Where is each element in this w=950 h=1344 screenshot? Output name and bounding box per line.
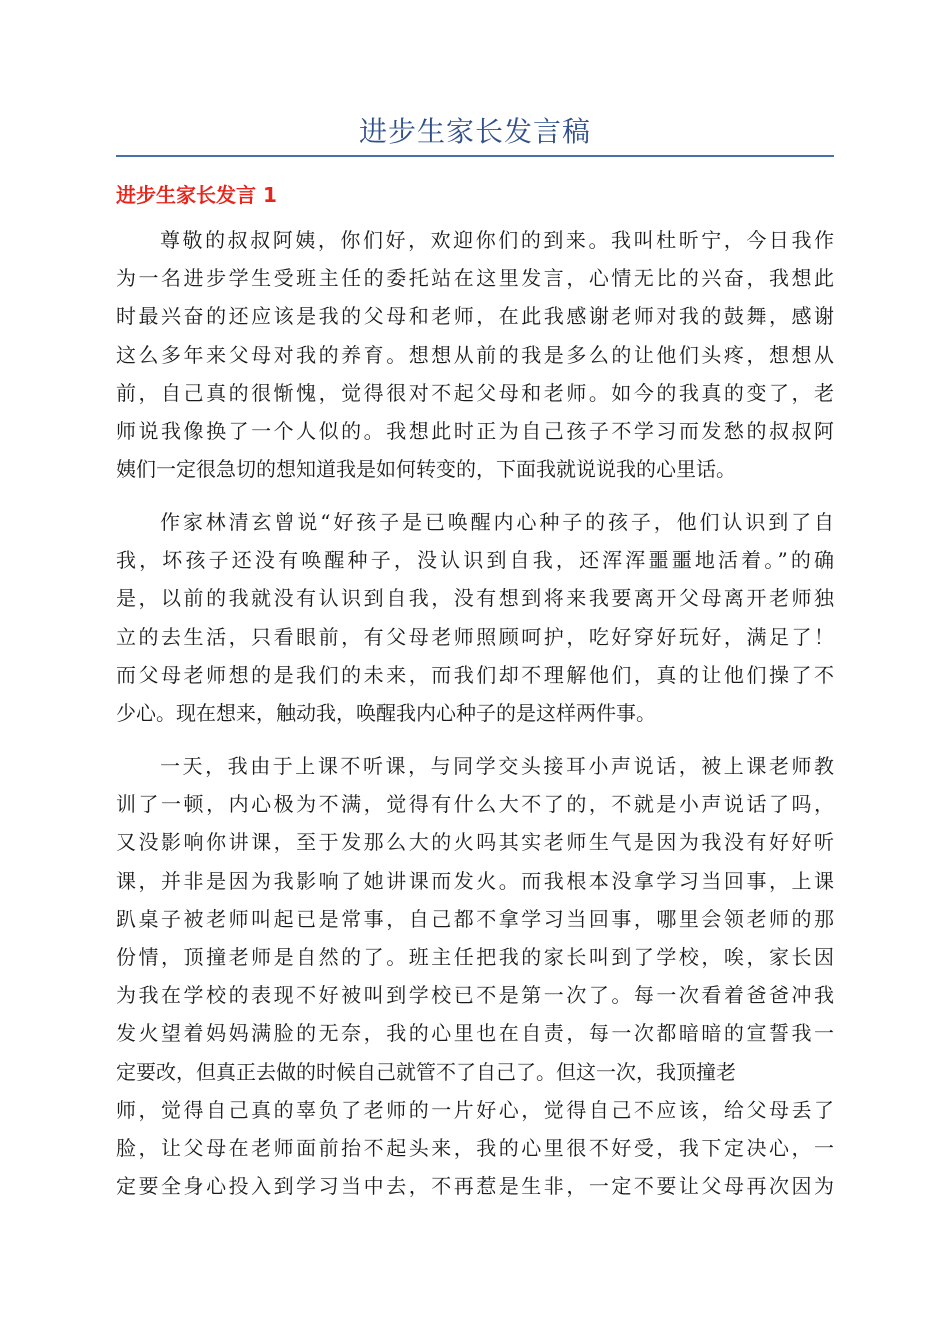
- paragraph-line: 定要改，但真正去做的时候自己就管不了自己了。但这一次，我顶撞老: [116, 1059, 736, 1084]
- paragraph-line: 时最兴奋的还应该是我的父母和老师，在此我感谢老师对我的鼓舞，感谢: [116, 304, 834, 329]
- paragraph-line: 又没影响你讲课，至于发那么大的火吗其实老师生气是因为我没有好好听: [116, 830, 834, 855]
- paragraph-line: 立的去生活，只看眼前，有父母老师照顾呵护，吃好穿好玩好，满足了！: [116, 624, 834, 649]
- paragraph-line: 定要全身心投入到学习当中去，不再惹是生非，一定不要让父母再次因为: [116, 1174, 834, 1199]
- paragraph-line: 师，觉得自己真的辜负了老师的一片好心，觉得自己不应该，给父母丢了: [116, 1097, 834, 1122]
- paragraph-line: 我，坏孩子还没有唤醒种子，没认识到自我，还浑浑噩噩地活着。”的确: [116, 548, 834, 573]
- paragraph-line: 师说我像换了一个人似的。我想此时正为自己孩子不学习而发愁的叔叔阿: [116, 419, 834, 444]
- title-underline: [116, 155, 834, 157]
- paragraph-line: 份情，顶撞老师是自然的了。班主任把我的家长叫到了学校，唉，家长因: [116, 945, 834, 970]
- paragraph-line: 作家林清玄曾说“好孩子是已唤醒内心种子的孩子，他们认识到了自: [160, 510, 834, 534]
- paragraph-line: 尊敬的叔叔阿姨，你们好，欢迎你们的到来。我叫杜昕宁，今日我作: [160, 228, 834, 252]
- document-title: 进步生家长发言稿: [358, 115, 591, 148]
- paragraph-line: 一天，我由于上课不听课，与同学交头接耳小声说话，被上课老师教: [160, 754, 834, 778]
- paragraph-line: 脸，让父母在老师面前抬不起头来，我的心里很不好受，我下定决心，一: [116, 1136, 834, 1161]
- paragraph-line: 姨们一定很急切的想知道我是如何转变的，下面我就说说我的心里话。: [116, 457, 736, 482]
- section-heading: 进步生家长发言 1: [116, 183, 277, 207]
- paragraph-line: 趴桌子被老师叫起已是常事，自己都不拿学习当回事，哪里会领老师的那: [116, 906, 834, 931]
- paragraph-line: 前，自己真的很惭愧，觉得很对不起父母和老师。如今的我真的变了，老: [116, 380, 834, 405]
- paragraph-line: 训了一顿，内心极为不满，觉得有什么大不了的，不就是小声说话了吗，: [116, 792, 834, 817]
- paragraph-line: 为一名进步学生受班主任的委托站在这里发言，心情无比的兴奋，我想此: [116, 266, 834, 291]
- paragraph-line: 是，以前的我就没有认识到自我，没有想到将来我要离开父母离开老师独: [116, 586, 834, 611]
- paragraph-3: [116, 747, 834, 1205]
- paragraph-1: [116, 221, 834, 488]
- paragraph-line: 这么多年来父母对我的养育。想想从前的我是多么的让他们头疼，想想从: [116, 342, 834, 367]
- paragraph-line: 为我在学校的表现不好被叫到学校已不是第一次了。每一次看着爸爸冲我: [116, 983, 834, 1008]
- paragraph-line: 而父母老师想的是我们的未来，而我们却不理解他们，真的让他们操了不: [116, 662, 834, 687]
- paragraph-line: 课，并非是因为我影响了她讲课而发火。而我根本没拿学习当回事，上课: [116, 868, 834, 893]
- paragraph-line: 少心。现在想来，触动我，唤醒我内心种子的是这样两件事。: [116, 701, 656, 726]
- paragraph-2: [116, 503, 834, 732]
- paragraph-line: 发火望着妈妈满脸的无奈，我的心里也在自责，每一次都暗暗的宣誓我一: [116, 1021, 834, 1046]
